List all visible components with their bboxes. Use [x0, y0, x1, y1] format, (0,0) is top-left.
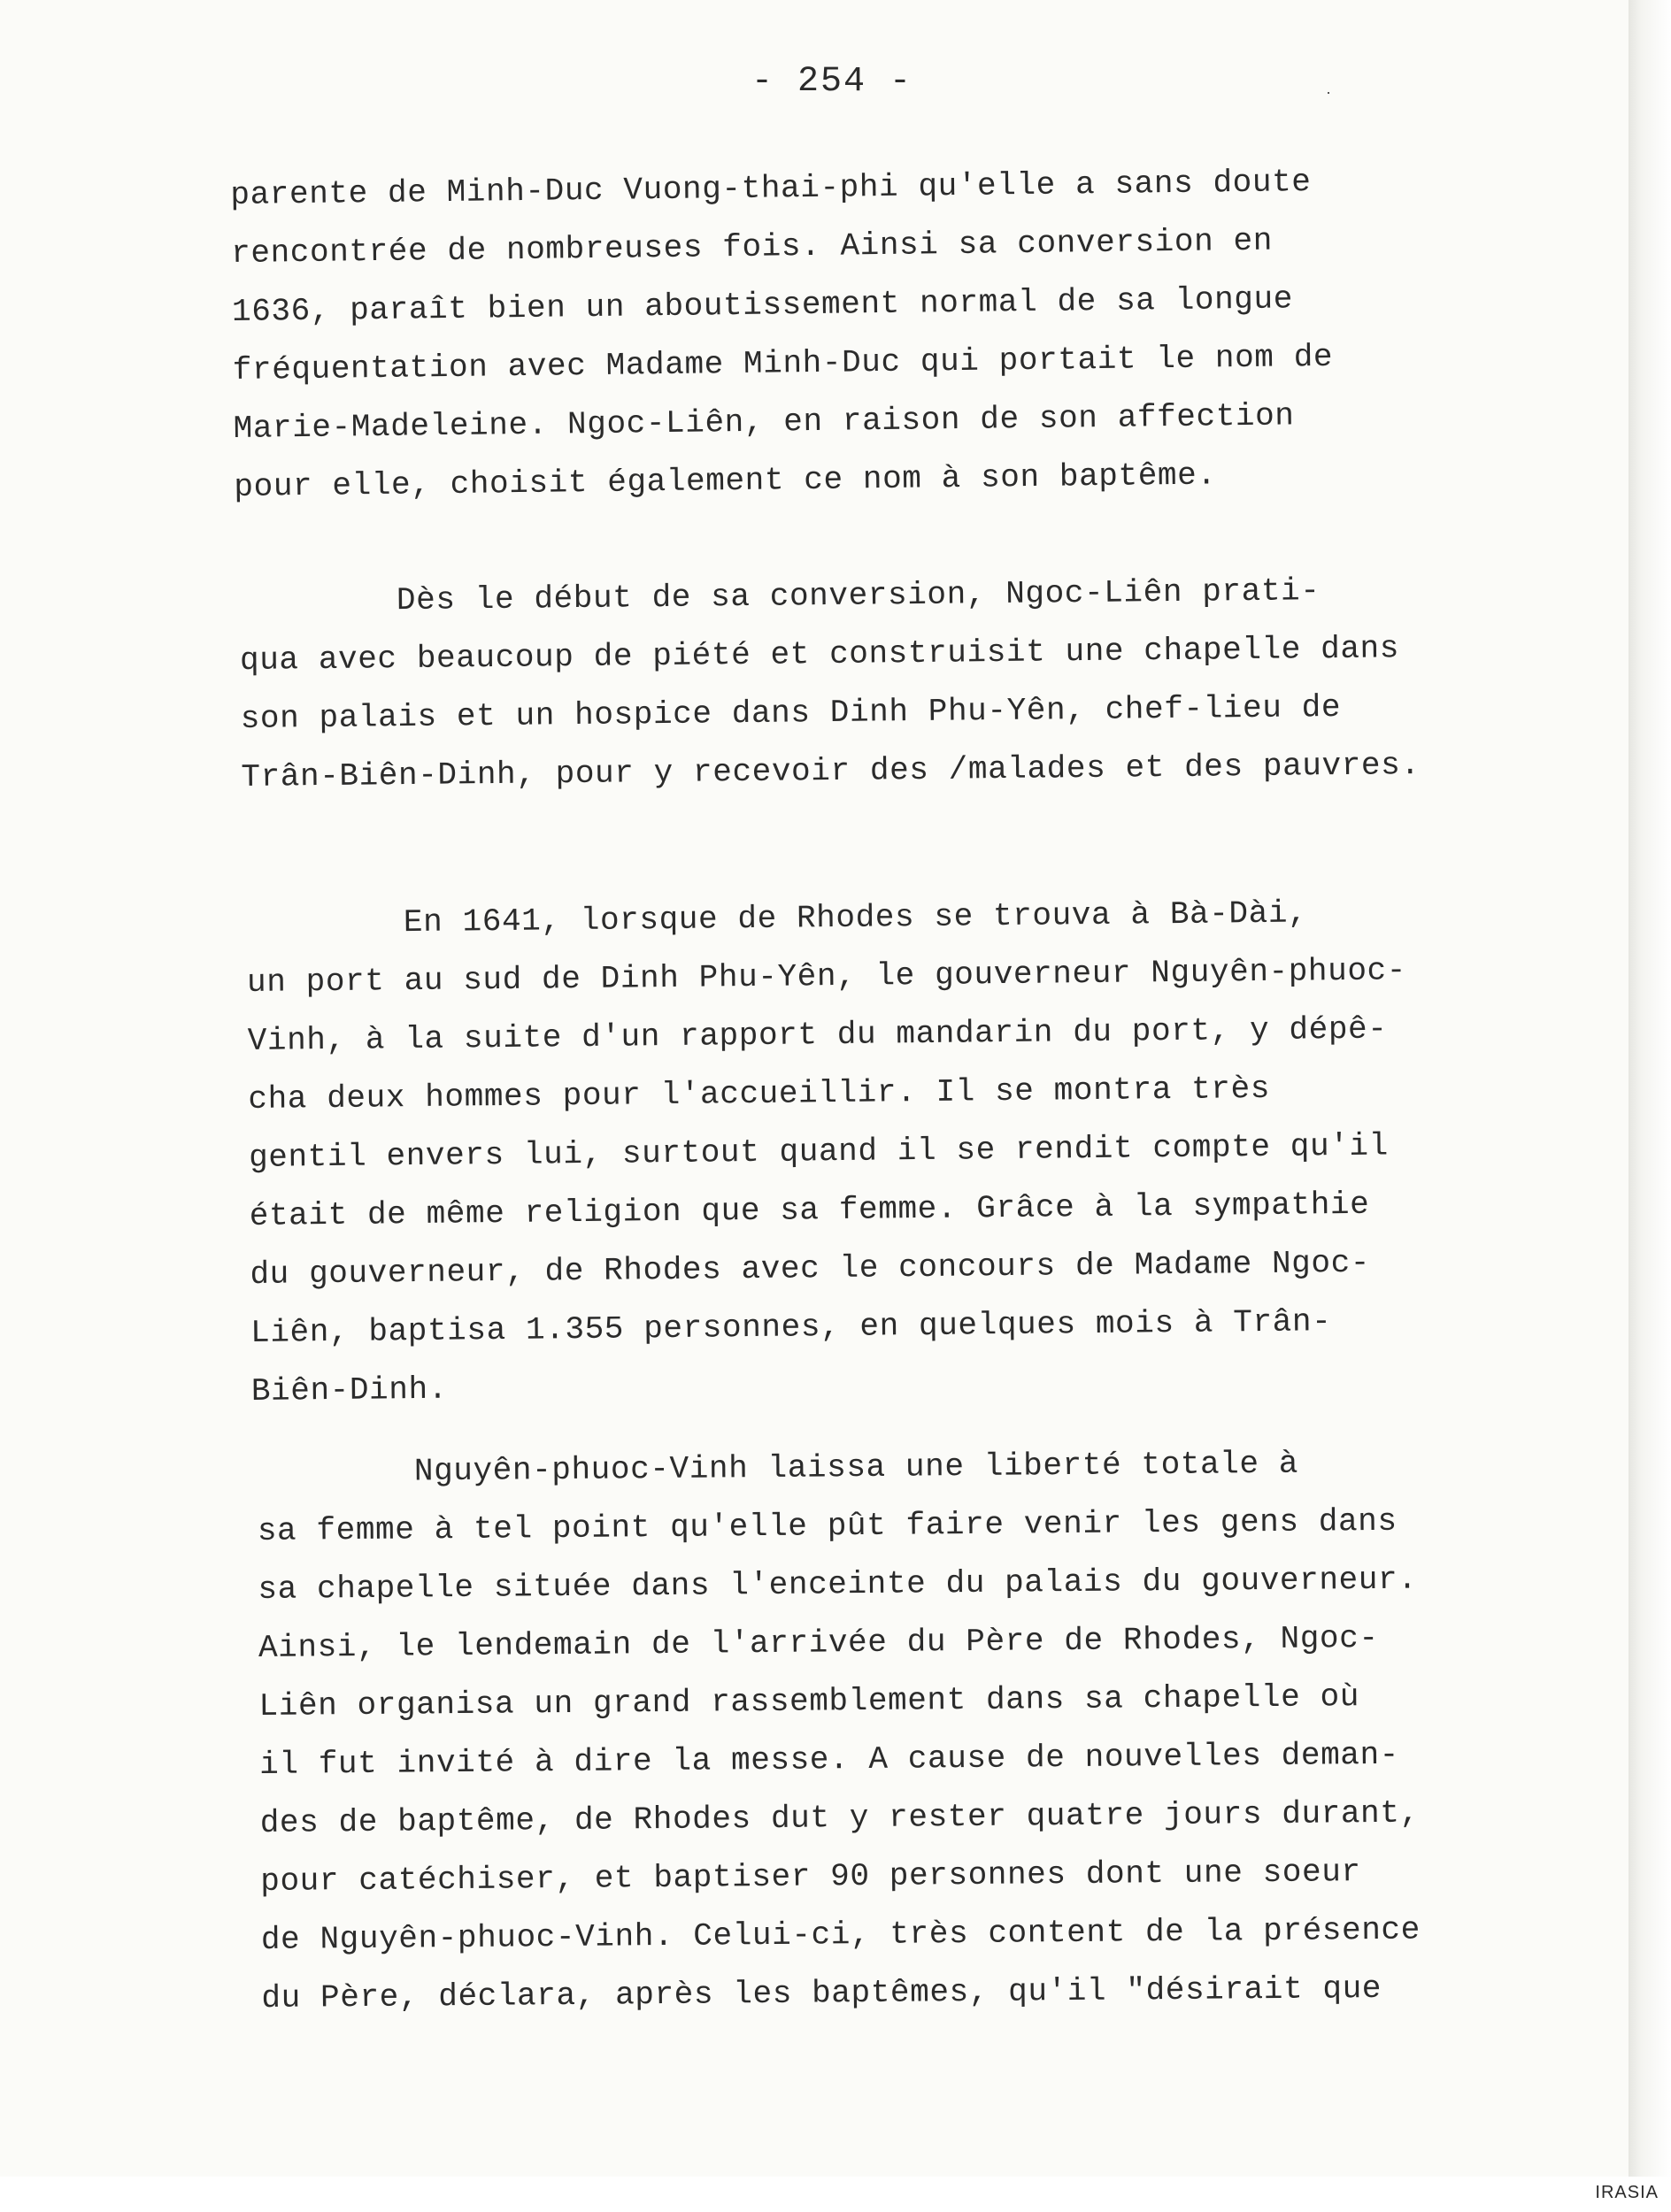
text-line: qua avec beaucoup de piété et construisit une chapelle dans [239, 630, 1400, 679]
text-line: cha deux hommes pour l'accueillir. Il se montra très [248, 1070, 1271, 1118]
text-line: rencontrée de nombreuses fois. Ainsi sa conversion en [230, 222, 1274, 272]
text-line: son palais et un hospice dans Dinh Phu-Yên, chef-lieu de [240, 688, 1342, 737]
text-line: sa chapelle située dans l'enceinte du palais du gouverneur. [258, 1561, 1418, 1608]
page-edge-shadow [1629, 0, 1671, 2212]
text-line: Biên-Dinh. [250, 1371, 449, 1409]
text-line: était de même religion que sa femme. Grâce à la sympathie [249, 1186, 1370, 1234]
paragraph-1 [230, 153, 1335, 517]
text-line: Ainsi, le lendemain de l'arrivée du Père de Rhodes, Ngoc- [258, 1619, 1379, 1666]
text-line: Trân-Biên-Dinh, pour y recevoir des /malades et des pauvres. [241, 747, 1421, 795]
text-line: pour elle, choisit également ce nom à son baptême. [234, 457, 1217, 505]
text-line: Liên, baptisa 1.355 personnes, en quelques mois à Trân- [250, 1303, 1332, 1351]
text-line: sa femme à tel point qu'elle pût faire venir les gens dans [257, 1502, 1398, 1549]
paragraph-2 [239, 561, 1421, 807]
text-line: 1636, paraît bien un aboutissement normal de sa longue [231, 280, 1294, 330]
irasia-watermark: IRASIA [1595, 2183, 1659, 2202]
text-line: pour catéchiser, et baptiser 90 personnes dont une soeur [260, 1854, 1361, 1900]
text-line: Vinh, à la suite d'un rapport du mandarin du port, y dépê- [247, 1010, 1388, 1059]
text-line: Dès le début de sa conversion, Ngoc-Liên prati- [239, 572, 1321, 620]
text-line: fréquentation avec Madame Minh-Duc qui portait le nom de [232, 338, 1334, 388]
text-line: Nguyên-phuoc-Vinh laissa une liberté totale à [257, 1445, 1299, 1491]
text-line: Liên organisa un grand rassemblement dans sa chapelle où [258, 1678, 1360, 1724]
text-line: du gouverneur, de Rhodes avec le concours de Madame Ngoc- [250, 1244, 1371, 1293]
text-line: il fut invité à dire la messe. A cause de nouvelles deman- [258, 1736, 1400, 1783]
ink-speck [1328, 92, 1329, 94]
paragraph-4 [257, 1434, 1421, 2028]
text-line: En 1641, lorsque de Rhodes se trouva à Bà-Dài, [246, 895, 1308, 942]
text-line: de Nguyên-phuoc-Vinh. Celui-ci, très content de la présence [260, 1911, 1421, 1958]
page-number: - 254 - [751, 62, 913, 102]
text-line: des de baptême, de Rhodes dut y rester quatre jours durant, [259, 1794, 1420, 1841]
text-line: du Père, déclara, après les baptêmes, qu'il "désirait que [261, 1970, 1382, 2016]
paragraph-3 [246, 883, 1411, 1421]
text-line: Marie-Madeleine. Ngoc-Liên, en raison de son affection [233, 397, 1295, 447]
text-line: un port au sud de Dinh Phu-Yên, le gouverneur Nguyên-phuoc- [246, 952, 1407, 1001]
text-line: parente de Minh-Duc Vuong-thai-phi qu'elle a sans doute [230, 164, 1312, 213]
text-line: gentil envers lui, surtout quand il se rendit compte qu'il [248, 1127, 1390, 1176]
bottom-margin [0, 2177, 1671, 2212]
